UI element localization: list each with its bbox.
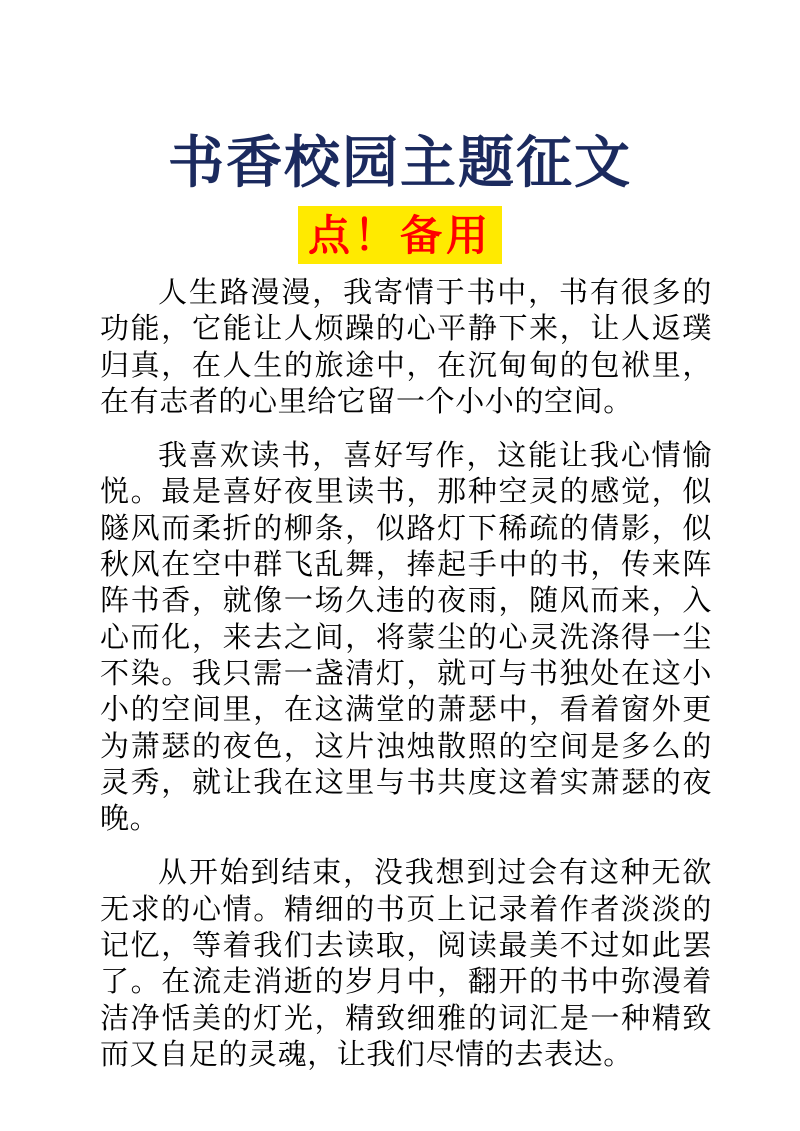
badge-container [0, 206, 800, 264]
page-title: 书香校园主题征文 [168, 130, 632, 196]
highlight-badge: 点！备用 [298, 206, 502, 264]
paragraph-3: 从开始到结束，没我想到过会有这种无欲无求的心情。精细的书页上记录着作者淡淡的记忆，等着我们去读取，阅读最美不过如此罢了。在流走消逝的岁月中，翻开的书中弥漫着洁净恬美的灯光，精致细雅的词汇是一种精致而又自足的灵魂，让我们尽情的去表达。 [100, 855, 712, 1071]
paragraph-1: 人生路漫漫，我寄情于书中，书有很多的功能，它能让人烦躁的心平静下来，让人返璞归真，在人生的旅途中，在沉甸甸的包袱里，在有志者的心里给它留一个小小的空间。 [100, 275, 712, 418]
paragraph-2: 我喜欢读书，喜好写作，这能让我心情愉悦。最是喜好夜里读书，那种空灵的感觉，似隧风而柔折的柳条，似路灯下稀疏的倩影，似秋风在空中群飞乱舞，捧起手中的书，传来阵阵书香，就像一场久违的夜雨，随风而来，入心而化，来去之间，将蒙尘的心灵洗涤得一尘不染。我只需一盏清灯，就可与书独处在这小小的空间里，在这满堂的萧瑟中，看着窗外更为萧瑟的夜色，这片浊烛散照的空间是多么的灵秀，就让我在这里与书共度这着实萧瑟的夜晚。 [100, 438, 712, 836]
essay-body [100, 274, 712, 1090]
